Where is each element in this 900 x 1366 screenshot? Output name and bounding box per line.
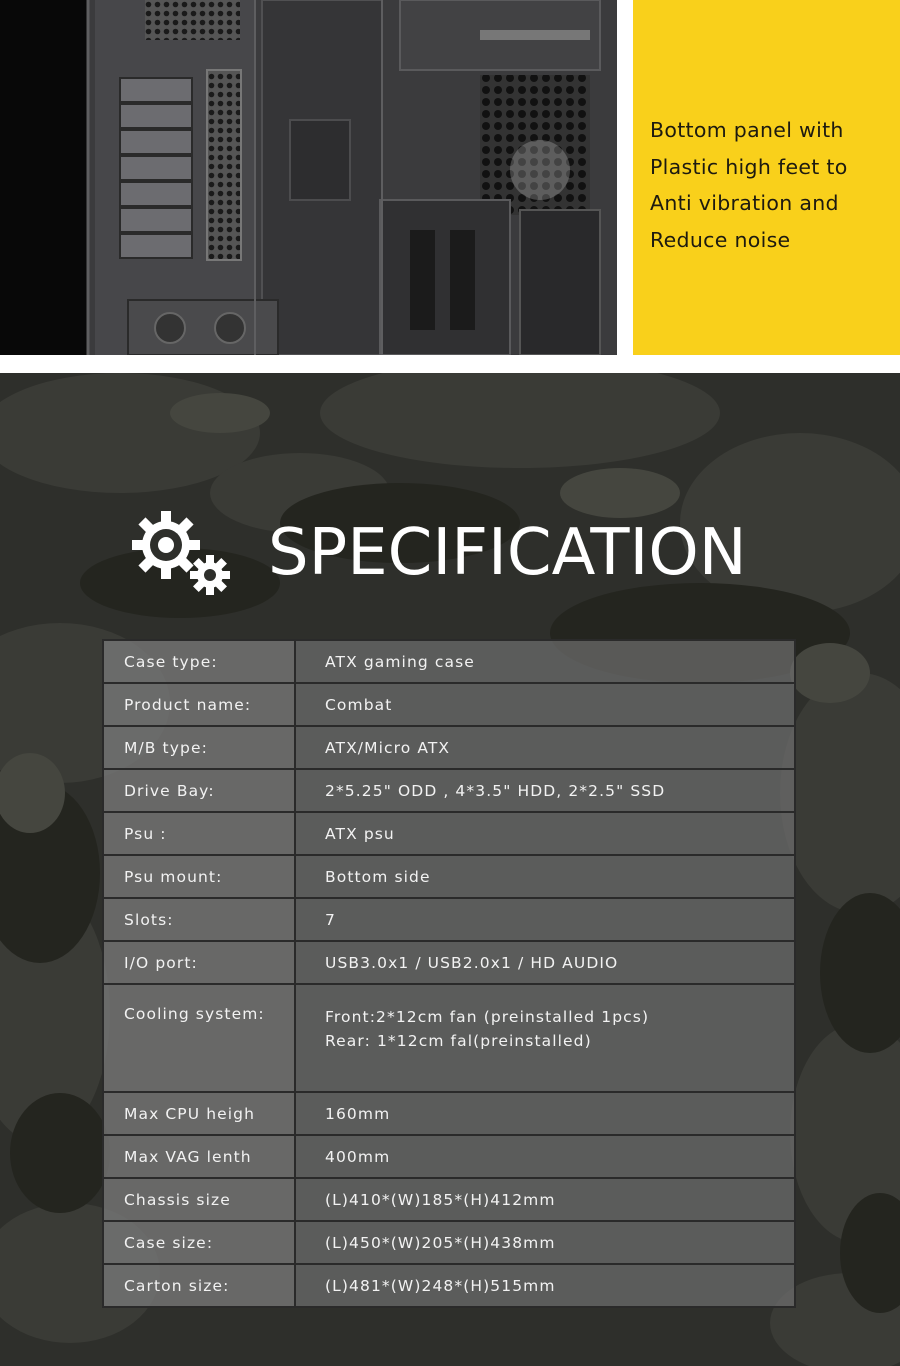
table-row	[103, 855, 795, 898]
spec-value: Bottom side	[295, 855, 795, 898]
table-row	[103, 683, 795, 726]
table-row	[103, 1178, 795, 1221]
spec-value: 2*5.25" ODD , 4*3.5" HDD, 2*2.5" SSD	[295, 769, 795, 812]
table-row	[103, 1221, 795, 1264]
spec-label: Slots:	[103, 898, 295, 941]
table-row	[103, 726, 795, 769]
table-row	[103, 1092, 795, 1135]
spec-value: ATX gaming case	[295, 640, 795, 683]
spec-label: M/B type:	[103, 726, 295, 769]
spec-label: Drive Bay:	[103, 769, 295, 812]
table-row	[103, 898, 795, 941]
spec-value: ATX/Micro ATX	[295, 726, 795, 769]
page-title: SPECIFICATION	[268, 516, 747, 590]
table-row	[103, 640, 795, 683]
spec-value: USB3.0x1 / USB2.0x1 / HD AUDIO	[295, 941, 795, 984]
spec-label: Case size:	[103, 1221, 295, 1264]
table-row	[103, 812, 795, 855]
table-row	[103, 941, 795, 984]
table-row	[103, 984, 795, 1092]
spec-label: Carton size:	[103, 1264, 295, 1307]
specification-section	[0, 373, 900, 1366]
spec-label: Case type:	[103, 640, 295, 683]
spec-label: Cooling system:	[103, 984, 295, 1092]
spec-label: Max CPU heigh	[103, 1092, 295, 1135]
spec-label: Psu :	[103, 812, 295, 855]
spec-value: Combat	[295, 683, 795, 726]
spec-value: 7	[295, 898, 795, 941]
spec-label: Max VAG lenth	[103, 1135, 295, 1178]
table-row	[103, 1135, 795, 1178]
product-feature-section	[0, 0, 900, 373]
case-interior-illustration	[0, 0, 617, 355]
feature-callout-text	[650, 112, 890, 258]
spec-value	[295, 984, 795, 1092]
spec-value: (L)450*(W)205*(H)438mm	[295, 1221, 795, 1264]
spec-label: I/O port:	[103, 941, 295, 984]
spec-label: Chassis size	[103, 1178, 295, 1221]
specification-table	[102, 639, 796, 1308]
callout-line: Bottom panel with	[650, 118, 844, 142]
callout-line: Anti vibration and	[650, 191, 839, 215]
spec-value: (L)481*(W)248*(H)515mm	[295, 1264, 795, 1307]
case-interior-photo	[0, 0, 617, 355]
spec-value: (L)410*(W)185*(H)412mm	[295, 1178, 795, 1221]
spec-label: Product name:	[103, 683, 295, 726]
specification-header	[128, 507, 808, 603]
callout-line: Plastic high feet to	[650, 154, 848, 179]
table-row	[103, 1264, 795, 1307]
spec-value: 400mm	[295, 1135, 795, 1178]
feature-callout-box	[633, 0, 900, 355]
spec-value-line: Front:2*12cm fan (preinstalled 1pcs)	[325, 1008, 650, 1026]
spec-value-line: Rear: 1*12cm fal(preinstalled)	[325, 1032, 592, 1050]
spec-value: ATX psu	[295, 812, 795, 855]
gears-icon	[128, 507, 238, 597]
table-row	[103, 769, 795, 812]
spec-label: Psu mount:	[103, 855, 295, 898]
spec-value: 160mm	[295, 1092, 795, 1135]
callout-line: Reduce noise	[650, 227, 791, 252]
